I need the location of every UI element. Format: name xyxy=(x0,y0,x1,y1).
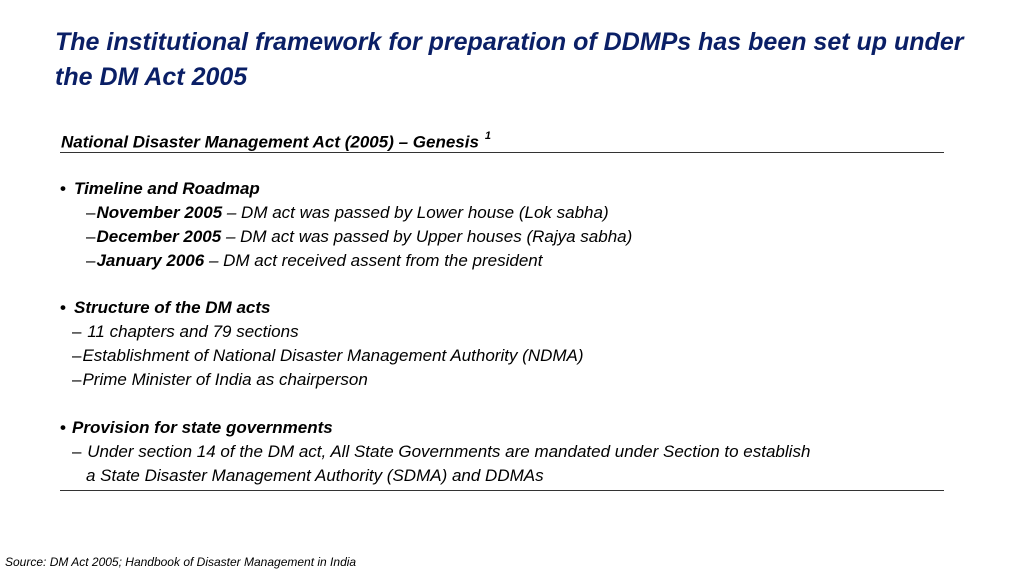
item-text: – DM act received assent from the president xyxy=(204,251,543,270)
bullet-structure-heading xyxy=(60,297,270,319)
section-header-text: National Disaster Management Act (2005) – Genesis xyxy=(61,132,479,152)
list-item-continuation: a State Disaster Management Authority (SDMA) and DDMAs xyxy=(86,466,544,485)
list-item xyxy=(72,321,299,343)
dash-marker: – xyxy=(86,251,96,270)
dash-marker: – xyxy=(86,203,96,222)
slide-title: The institutional framework for preparation of DDMPs has been set up under the DM Act 2005 xyxy=(55,28,964,91)
dash-marker: – xyxy=(72,346,82,365)
bullet-heading-text: Structure of the DM acts xyxy=(74,298,271,317)
list-item xyxy=(86,250,542,272)
item-text: Under section 14 of the DM act, All State Governments are mandated under Section to establish xyxy=(82,442,811,461)
bottom-divider xyxy=(60,490,944,491)
dash-marker: – xyxy=(72,370,82,389)
item-date: January 2006 xyxy=(96,251,205,270)
bullet-heading-text: Provision for state governments xyxy=(72,418,333,437)
item-text: Prime Minister of India as chairperson xyxy=(82,370,368,389)
item-text: – DM act was passed by Upper houses (Rajya sabha) xyxy=(221,227,633,246)
item-date: November 2005 xyxy=(96,203,223,222)
list-item xyxy=(72,345,584,367)
item-text: Establishment of National Disaster Management Authority (NDMA) xyxy=(82,346,584,365)
bullet-dot: • xyxy=(60,418,66,437)
dash-marker: – xyxy=(86,227,96,246)
list-item xyxy=(86,202,609,224)
list-item xyxy=(86,226,632,248)
bullet-provision-heading xyxy=(60,417,333,439)
section-header xyxy=(61,128,491,153)
list-item xyxy=(72,441,810,463)
bullet-heading-text: Timeline and Roadmap xyxy=(74,179,260,198)
footnote-marker: 1 xyxy=(484,130,492,142)
dash-marker: – xyxy=(72,322,82,341)
item-date: December 2005 xyxy=(96,227,222,246)
item-text: – DM act was passed by Lower house (Lok sabha) xyxy=(222,203,609,222)
dash-marker: – xyxy=(72,442,82,461)
bullet-dot: • xyxy=(60,179,66,198)
top-divider xyxy=(60,152,944,153)
bullet-dot: • xyxy=(60,298,66,317)
list-item xyxy=(72,369,368,391)
item-text: 11 chapters and 79 sections xyxy=(82,322,299,341)
source-note: Source: DM Act 2005; Handbook of Disaster Management in India xyxy=(5,555,357,569)
bullet-timeline-heading xyxy=(60,178,260,200)
